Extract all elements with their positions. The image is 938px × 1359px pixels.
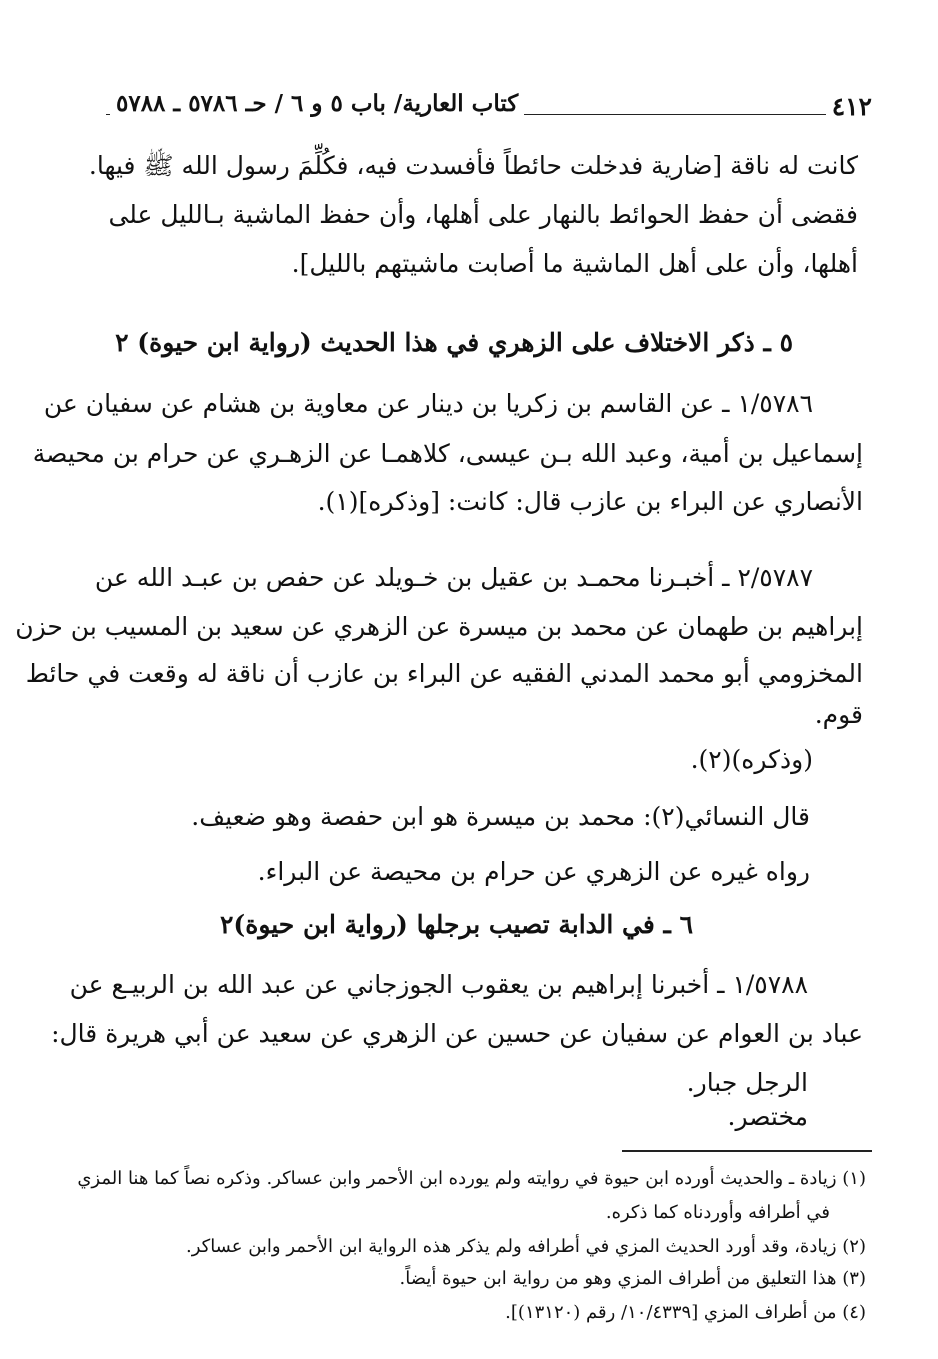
hadith-line: ١/٥٧٨٨ ـ أخبرنا إبراهيم بن يعقوب الجوزجاني عن عبد الله بن الربيـع عن (69, 970, 808, 999)
hadith-line: (وذكره)(٢). (690, 745, 813, 774)
footnote: (٢) زيادة، وقد أورد الحديث المزي في أطرافه ولم يذكر هذه الرواية ابن الأحمر وابن عساكر. (185, 1236, 866, 1257)
hadith-line: مختصر. (727, 1102, 808, 1131)
comment-line: قال النسائي(٢): محمد بن ميسرة هو ابن حفصة وهو ضعيف. (191, 802, 810, 831)
footnote-rule (622, 1150, 872, 1152)
text-line: أهلها، وأن على أهل الماشية ما أصابت ماشيتهم بالليل]. (291, 249, 858, 278)
footnote: (١) زيادة ـ والحديث أورده ابن حيوة في روايته ولم يورده ابن الأحمر وابن عساكر. وذكره نصاً كما هنا المزي (77, 1168, 866, 1189)
hadith-line: المخزومي أبو محمد المدني الفقيه عن البراء بن عازب أن ناقة له وقعت في حائط (25, 659, 863, 688)
hadith-line: الرجل جبار. (686, 1068, 808, 1097)
comment-line: رواه غيره عن الزهري عن حرام بن محيصة عن البراء. (257, 857, 810, 886)
hadith-line: عباد بن العوام عن سفيان عن حسين عن الزهري عن سعيد عن أبي هريرة قال: (51, 1019, 863, 1048)
page-number: ٤١٢ (831, 92, 872, 121)
hadith-line: الأنصاري عن البراء بن عازب قال: كانت: [وذكره](١). (317, 487, 863, 516)
text-line: كانت له ناقة [ضارية فدخلت حائطاً فأفسدت فيه، فكُلِّمَ رسول الله ﷺ فيها. (88, 151, 858, 180)
hadith-line: ١/٥٧٨٦ ـ عن القاسم بن زكريا بن دينار عن معاوية بن هشام عن سفيان عن (43, 389, 813, 418)
footnote: (٤) من أطراف المزي [١٠/٤٣٣٩/ رقم (١٣١٢٠)]. (505, 1302, 866, 1323)
section-heading: ٦ ـ في الدابة تصيب برجلها (رواية ابن حيوة)٢ (219, 910, 693, 939)
running-header: كتاب العارية/ باب ٥ و ٦ / حـ ٥٧٨٦ ـ ٥٧٨٨ (110, 90, 524, 117)
hadith-line: إبراهيم بن طهمان عن محمد بن ميسرة عن الزهري عن سعيد بن المسيب بن حزن (15, 612, 863, 641)
hadith-line: إسماعيل بن أمية، وعبد الله بـن عيسى، كلاهمـا عن الزهـري عن حرام بن محيصة (32, 439, 863, 468)
section-heading: ٥ ـ ذكر الاختلاف على الزهري في هذا الحديث (رواية ابن حيوة) ٢ (115, 328, 793, 357)
hadith-line: ٢/٥٧٨٧ ـ أخبـرنا محمـد بن عقيل بن خـويلد عن حفص بن عبـد الله عن (94, 563, 813, 592)
footnote: (٣) هذا التعليق من أطراف المزي وهو من رواية ابن حيوة أيضاً. (399, 1268, 866, 1289)
hadith-line: قوم. (814, 700, 863, 729)
footnote: في أطرافه وأوردناه كما ذكره. (605, 1202, 830, 1223)
text-line: فقضى أن حفظ الحوائط بالنهار على أهلها، وأن حفظ الماشية بـالليل على (108, 200, 858, 229)
